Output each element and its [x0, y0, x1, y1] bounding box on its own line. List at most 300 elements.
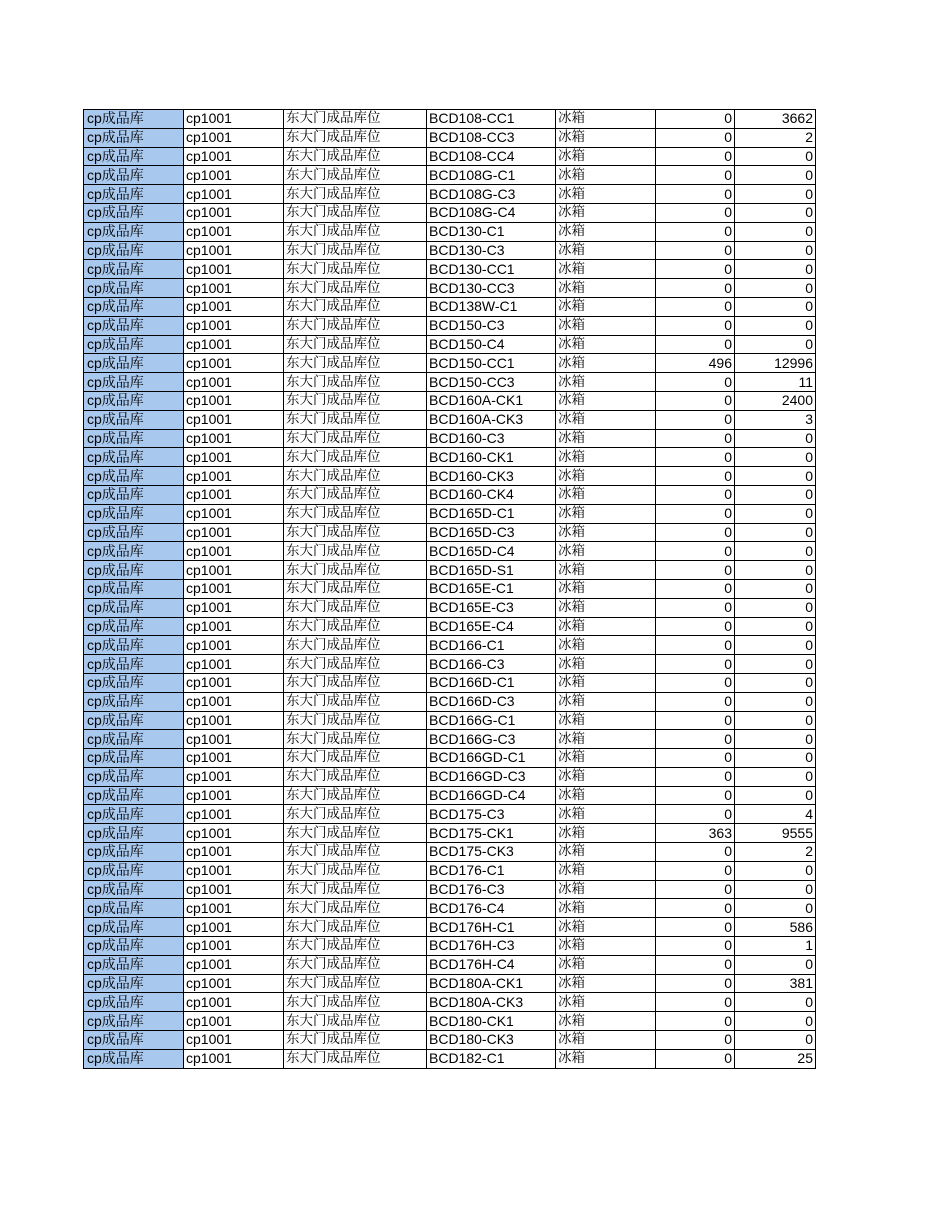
warehouse-cell: cp成品库: [84, 636, 184, 655]
warehouse-code-cell: cp1001: [184, 824, 284, 843]
qty-b-cell: 0: [735, 955, 816, 974]
location-cell: 东大门成品库位: [284, 279, 427, 298]
qty-b-cell: 0: [735, 880, 816, 899]
warehouse-cell: cp成品库: [84, 899, 184, 918]
model-cell: BCD160A-CK3: [427, 410, 556, 429]
warehouse-cell: cp成品库: [84, 955, 184, 974]
qty-b-cell: 0: [735, 598, 816, 617]
table-row: [84, 974, 816, 993]
warehouse-cell: cp成品库: [84, 786, 184, 805]
warehouse-code-cell: cp1001: [184, 598, 284, 617]
table-row: [84, 467, 816, 486]
table-row: [84, 316, 816, 335]
location-cell: 东大门成品库位: [284, 429, 427, 448]
warehouse-code-cell: cp1001: [184, 993, 284, 1012]
model-cell: BCD165D-S1: [427, 561, 556, 580]
qty-b-cell: 0: [735, 185, 816, 204]
qty-b-cell: 12996: [735, 354, 816, 373]
table-row: [84, 542, 816, 561]
qty-a-cell: 0: [656, 410, 735, 429]
location-cell: 东大门成品库位: [284, 373, 427, 392]
location-cell: 东大门成品库位: [284, 786, 427, 805]
warehouse-code-cell: cp1001: [184, 636, 284, 655]
warehouse-cell: cp成品库: [84, 561, 184, 580]
qty-b-cell: 0: [735, 749, 816, 768]
qty-b-cell: 0: [735, 147, 816, 166]
warehouse-code-cell: cp1001: [184, 655, 284, 674]
category-cell: 冰箱: [556, 786, 656, 805]
table-row: [84, 110, 816, 129]
warehouse-code-cell: cp1001: [184, 297, 284, 316]
model-cell: BCD175-C3: [427, 805, 556, 824]
table-row: [84, 673, 816, 692]
qty-a-cell: 0: [656, 617, 735, 636]
qty-a-cell: 0: [656, 335, 735, 354]
qty-b-cell: 0: [735, 297, 816, 316]
model-cell: BCD166-C3: [427, 655, 556, 674]
qty-a-cell: 0: [656, 1049, 735, 1068]
location-cell: 东大门成品库位: [284, 861, 427, 880]
category-cell: 冰箱: [556, 955, 656, 974]
warehouse-code-cell: cp1001: [184, 673, 284, 692]
warehouse-cell: cp成品库: [84, 448, 184, 467]
qty-b-cell: 0: [735, 429, 816, 448]
qty-b-cell: 0: [735, 861, 816, 880]
category-cell: 冰箱: [556, 297, 656, 316]
warehouse-code-cell: cp1001: [184, 504, 284, 523]
location-cell: 东大门成品库位: [284, 918, 427, 937]
category-cell: 冰箱: [556, 485, 656, 504]
category-cell: 冰箱: [556, 1049, 656, 1068]
qty-a-cell: 0: [656, 297, 735, 316]
table-row: [84, 579, 816, 598]
category-cell: 冰箱: [556, 260, 656, 279]
category-cell: 冰箱: [556, 673, 656, 692]
table-row: [84, 749, 816, 768]
category-cell: 冰箱: [556, 335, 656, 354]
category-cell: 冰箱: [556, 711, 656, 730]
table-row: [84, 805, 816, 824]
warehouse-code-cell: cp1001: [184, 579, 284, 598]
qty-a-cell: 0: [656, 692, 735, 711]
warehouse-cell: cp成品库: [84, 655, 184, 674]
category-cell: 冰箱: [556, 749, 656, 768]
warehouse-cell: cp成品库: [84, 203, 184, 222]
qty-b-cell: 0: [735, 767, 816, 786]
model-cell: BCD108-CC4: [427, 147, 556, 166]
location-cell: 东大门成品库位: [284, 955, 427, 974]
category-cell: 冰箱: [556, 1012, 656, 1031]
qty-a-cell: 0: [656, 955, 735, 974]
qty-a-cell: 0: [656, 279, 735, 298]
qty-a-cell: 0: [656, 899, 735, 918]
warehouse-code-cell: cp1001: [184, 485, 284, 504]
warehouse-code-cell: cp1001: [184, 542, 284, 561]
qty-a-cell: 0: [656, 316, 735, 335]
inventory-table: [83, 109, 816, 1069]
table-row: [84, 1031, 816, 1050]
table-row: [84, 166, 816, 185]
location-cell: 东大门成品库位: [284, 1049, 427, 1068]
model-cell: BCD166GD-C4: [427, 786, 556, 805]
location-cell: 东大门成品库位: [284, 617, 427, 636]
model-cell: BCD180-CK3: [427, 1031, 556, 1050]
qty-b-cell: 0: [735, 655, 816, 674]
table-row: [84, 918, 816, 937]
location-cell: 东大门成品库位: [284, 504, 427, 523]
qty-a-cell: 0: [656, 185, 735, 204]
warehouse-cell: cp成品库: [84, 185, 184, 204]
table-row: [84, 391, 816, 410]
location-cell: 东大门成品库位: [284, 523, 427, 542]
warehouse-cell: cp成品库: [84, 241, 184, 260]
model-cell: BCD108G-C1: [427, 166, 556, 185]
qty-b-cell: 0: [735, 241, 816, 260]
qty-a-cell: 0: [656, 937, 735, 956]
category-cell: 冰箱: [556, 410, 656, 429]
qty-a-cell: 0: [656, 504, 735, 523]
model-cell: BCD166-C1: [427, 636, 556, 655]
model-cell: BCD176-C3: [427, 880, 556, 899]
qty-a-cell: 0: [656, 147, 735, 166]
warehouse-code-cell: cp1001: [184, 279, 284, 298]
qty-b-cell: 0: [735, 1012, 816, 1031]
warehouse-code-cell: cp1001: [184, 711, 284, 730]
model-cell: BCD166G-C3: [427, 730, 556, 749]
qty-a-cell: 0: [656, 485, 735, 504]
location-cell: 东大门成品库位: [284, 448, 427, 467]
warehouse-code-cell: cp1001: [184, 1031, 284, 1050]
warehouse-cell: cp成品库: [84, 485, 184, 504]
location-cell: 东大门成品库位: [284, 692, 427, 711]
qty-a-cell: 0: [656, 1012, 735, 1031]
model-cell: BCD166D-C1: [427, 673, 556, 692]
qty-b-cell: 0: [735, 673, 816, 692]
model-cell: BCD150-CC1: [427, 354, 556, 373]
table-row: [84, 448, 816, 467]
warehouse-cell: cp成品库: [84, 297, 184, 316]
warehouse-cell: cp成品库: [84, 692, 184, 711]
model-cell: BCD165E-C3: [427, 598, 556, 617]
qty-a-cell: 0: [656, 429, 735, 448]
location-cell: 东大门成品库位: [284, 655, 427, 674]
qty-b-cell: 0: [735, 203, 816, 222]
model-cell: BCD166GD-C1: [427, 749, 556, 768]
table-row: [84, 843, 816, 862]
category-cell: 冰箱: [556, 354, 656, 373]
category-cell: 冰箱: [556, 918, 656, 937]
warehouse-code-cell: cp1001: [184, 955, 284, 974]
category-cell: 冰箱: [556, 448, 656, 467]
table-row: [84, 861, 816, 880]
warehouse-code-cell: cp1001: [184, 767, 284, 786]
qty-b-cell: 2: [735, 128, 816, 147]
qty-b-cell: 3662: [735, 110, 816, 129]
location-cell: 东大门成品库位: [284, 974, 427, 993]
warehouse-code-cell: cp1001: [184, 805, 284, 824]
location-cell: 东大门成品库位: [284, 767, 427, 786]
warehouse-cell: cp成品库: [84, 1012, 184, 1031]
model-cell: BCD180A-CK1: [427, 974, 556, 993]
warehouse-code-cell: cp1001: [184, 617, 284, 636]
warehouse-cell: cp成品库: [84, 279, 184, 298]
qty-a-cell: 0: [656, 1031, 735, 1050]
qty-a-cell: 0: [656, 655, 735, 674]
category-cell: 冰箱: [556, 937, 656, 956]
warehouse-cell: cp成品库: [84, 843, 184, 862]
qty-a-cell: 0: [656, 749, 735, 768]
location-cell: 东大门成品库位: [284, 843, 427, 862]
warehouse-cell: cp成品库: [84, 260, 184, 279]
qty-a-cell: 0: [656, 260, 735, 279]
model-cell: BCD150-C4: [427, 335, 556, 354]
qty-a-cell: 0: [656, 993, 735, 1012]
category-cell: 冰箱: [556, 542, 656, 561]
warehouse-code-cell: cp1001: [184, 786, 284, 805]
category-cell: 冰箱: [556, 598, 656, 617]
warehouse-cell: cp成品库: [84, 937, 184, 956]
table-row: [84, 485, 816, 504]
category-cell: 冰箱: [556, 974, 656, 993]
warehouse-code-cell: cp1001: [184, 523, 284, 542]
warehouse-code-cell: cp1001: [184, 316, 284, 335]
warehouse-cell: cp成品库: [84, 730, 184, 749]
warehouse-cell: cp成品库: [84, 749, 184, 768]
warehouse-code-cell: cp1001: [184, 335, 284, 354]
table-row: [84, 767, 816, 786]
warehouse-cell: cp成品库: [84, 861, 184, 880]
warehouse-code-cell: cp1001: [184, 354, 284, 373]
warehouse-cell: cp成品库: [84, 429, 184, 448]
qty-a-cell: 0: [656, 391, 735, 410]
category-cell: 冰箱: [556, 805, 656, 824]
warehouse-code-cell: cp1001: [184, 410, 284, 429]
qty-b-cell: 0: [735, 523, 816, 542]
location-cell: 东大门成品库位: [284, 241, 427, 260]
model-cell: BCD166G-C1: [427, 711, 556, 730]
category-cell: 冰箱: [556, 1031, 656, 1050]
qty-a-cell: 0: [656, 448, 735, 467]
category-cell: 冰箱: [556, 279, 656, 298]
model-cell: BCD130-CC1: [427, 260, 556, 279]
category-cell: 冰箱: [556, 203, 656, 222]
model-cell: BCD108G-C3: [427, 185, 556, 204]
qty-b-cell: 0: [735, 448, 816, 467]
table-row: [84, 241, 816, 260]
table-row: [84, 598, 816, 617]
category-cell: 冰箱: [556, 636, 656, 655]
category-cell: 冰箱: [556, 166, 656, 185]
qty-b-cell: 0: [735, 899, 816, 918]
location-cell: 东大门成品库位: [284, 110, 427, 129]
category-cell: 冰箱: [556, 692, 656, 711]
table-row: [84, 937, 816, 956]
warehouse-cell: cp成品库: [84, 354, 184, 373]
warehouse-cell: cp成品库: [84, 617, 184, 636]
qty-a-cell: 0: [656, 974, 735, 993]
qty-a-cell: 0: [656, 880, 735, 899]
model-cell: BCD165D-C1: [427, 504, 556, 523]
warehouse-code-cell: cp1001: [184, 880, 284, 899]
qty-a-cell: 0: [656, 561, 735, 580]
location-cell: 东大门成品库位: [284, 673, 427, 692]
category-cell: 冰箱: [556, 222, 656, 241]
qty-a-cell: 0: [656, 598, 735, 617]
category-cell: 冰箱: [556, 843, 656, 862]
model-cell: BCD175-CK1: [427, 824, 556, 843]
qty-b-cell: 0: [735, 222, 816, 241]
model-cell: BCD176H-C4: [427, 955, 556, 974]
warehouse-code-cell: cp1001: [184, 222, 284, 241]
qty-b-cell: 11: [735, 373, 816, 392]
qty-b-cell: 2: [735, 843, 816, 862]
qty-b-cell: 0: [735, 993, 816, 1012]
warehouse-cell: cp成品库: [84, 373, 184, 392]
warehouse-cell: cp成品库: [84, 391, 184, 410]
table-row: [84, 279, 816, 298]
location-cell: 东大门成品库位: [284, 598, 427, 617]
warehouse-code-cell: cp1001: [184, 843, 284, 862]
model-cell: BCD180-CK1: [427, 1012, 556, 1031]
qty-a-cell: 0: [656, 673, 735, 692]
qty-b-cell: 0: [735, 561, 816, 580]
category-cell: 冰箱: [556, 617, 656, 636]
warehouse-cell: cp成品库: [84, 579, 184, 598]
table-row: [84, 185, 816, 204]
warehouse-cell: cp成品库: [84, 147, 184, 166]
table-row: [84, 335, 816, 354]
warehouse-cell: cp成品库: [84, 316, 184, 335]
category-cell: 冰箱: [556, 655, 656, 674]
category-cell: 冰箱: [556, 899, 656, 918]
category-cell: 冰箱: [556, 147, 656, 166]
location-cell: 东大门成品库位: [284, 579, 427, 598]
model-cell: BCD165D-C4: [427, 542, 556, 561]
qty-b-cell: 0: [735, 166, 816, 185]
qty-b-cell: 4: [735, 805, 816, 824]
table-row: [84, 993, 816, 1012]
table-row: [84, 636, 816, 655]
location-cell: 东大门成品库位: [284, 730, 427, 749]
warehouse-cell: cp成品库: [84, 110, 184, 129]
qty-b-cell: 9555: [735, 824, 816, 843]
location-cell: 东大门成品库位: [284, 824, 427, 843]
warehouse-code-cell: cp1001: [184, 974, 284, 993]
location-cell: 东大门成品库位: [284, 749, 427, 768]
warehouse-cell: cp成品库: [84, 166, 184, 185]
model-cell: BCD182-C1: [427, 1049, 556, 1068]
table-row: [84, 410, 816, 429]
qty-b-cell: 0: [735, 504, 816, 523]
location-cell: 东大门成品库位: [284, 1031, 427, 1050]
model-cell: BCD166GD-C3: [427, 767, 556, 786]
warehouse-cell: cp成品库: [84, 711, 184, 730]
qty-a-cell: 0: [656, 805, 735, 824]
location-cell: 东大门成品库位: [284, 297, 427, 316]
location-cell: 东大门成品库位: [284, 391, 427, 410]
warehouse-code-cell: cp1001: [184, 241, 284, 260]
warehouse-cell: cp成品库: [84, 542, 184, 561]
warehouse-code-cell: cp1001: [184, 185, 284, 204]
qty-a-cell: 0: [656, 636, 735, 655]
model-cell: BCD176-C4: [427, 899, 556, 918]
qty-b-cell: 0: [735, 316, 816, 335]
table-row: [84, 880, 816, 899]
category-cell: 冰箱: [556, 185, 656, 204]
model-cell: BCD130-C3: [427, 241, 556, 260]
warehouse-code-cell: cp1001: [184, 1049, 284, 1068]
table-row: [84, 692, 816, 711]
inventory-table-body: [84, 110, 816, 1069]
warehouse-code-cell: cp1001: [184, 373, 284, 392]
category-cell: 冰箱: [556, 110, 656, 129]
qty-a-cell: 0: [656, 711, 735, 730]
warehouse-code-cell: cp1001: [184, 467, 284, 486]
model-cell: BCD138W-C1: [427, 297, 556, 316]
qty-b-cell: 0: [735, 579, 816, 598]
warehouse-code-cell: cp1001: [184, 692, 284, 711]
qty-a-cell: 496: [656, 354, 735, 373]
table-row: [84, 429, 816, 448]
category-cell: 冰箱: [556, 316, 656, 335]
warehouse-cell: cp成品库: [84, 918, 184, 937]
qty-b-cell: 381: [735, 974, 816, 993]
qty-b-cell: 0: [735, 279, 816, 298]
qty-b-cell: 0: [735, 485, 816, 504]
table-row: [84, 561, 816, 580]
warehouse-cell: cp成品库: [84, 128, 184, 147]
warehouse-code-cell: cp1001: [184, 448, 284, 467]
location-cell: 东大门成品库位: [284, 899, 427, 918]
qty-b-cell: 586: [735, 918, 816, 937]
table-row: [84, 523, 816, 542]
location-cell: 东大门成品库位: [284, 222, 427, 241]
category-cell: 冰箱: [556, 241, 656, 260]
warehouse-cell: cp成品库: [84, 673, 184, 692]
location-cell: 东大门成品库位: [284, 1012, 427, 1031]
warehouse-code-cell: cp1001: [184, 147, 284, 166]
model-cell: BCD165E-C4: [427, 617, 556, 636]
qty-a-cell: 0: [656, 373, 735, 392]
category-cell: 冰箱: [556, 579, 656, 598]
table-row: [84, 222, 816, 241]
location-cell: 东大门成品库位: [284, 354, 427, 373]
qty-b-cell: 0: [735, 1031, 816, 1050]
warehouse-code-cell: cp1001: [184, 918, 284, 937]
warehouse-code-cell: cp1001: [184, 260, 284, 279]
category-cell: 冰箱: [556, 561, 656, 580]
table-row: [84, 147, 816, 166]
qty-b-cell: 0: [735, 335, 816, 354]
location-cell: 东大门成品库位: [284, 542, 427, 561]
model-cell: BCD166D-C3: [427, 692, 556, 711]
model-cell: BCD180A-CK3: [427, 993, 556, 1012]
warehouse-cell: cp成品库: [84, 974, 184, 993]
warehouse-cell: cp成品库: [84, 222, 184, 241]
qty-b-cell: 0: [735, 467, 816, 486]
table-row: [84, 260, 816, 279]
category-cell: 冰箱: [556, 824, 656, 843]
warehouse-code-cell: cp1001: [184, 110, 284, 129]
warehouse-code-cell: cp1001: [184, 166, 284, 185]
model-cell: BCD160-CK3: [427, 467, 556, 486]
warehouse-code-cell: cp1001: [184, 861, 284, 880]
table-row: [84, 711, 816, 730]
location-cell: 东大门成品库位: [284, 937, 427, 956]
qty-b-cell: 0: [735, 542, 816, 561]
warehouse-code-cell: cp1001: [184, 899, 284, 918]
category-cell: 冰箱: [556, 861, 656, 880]
